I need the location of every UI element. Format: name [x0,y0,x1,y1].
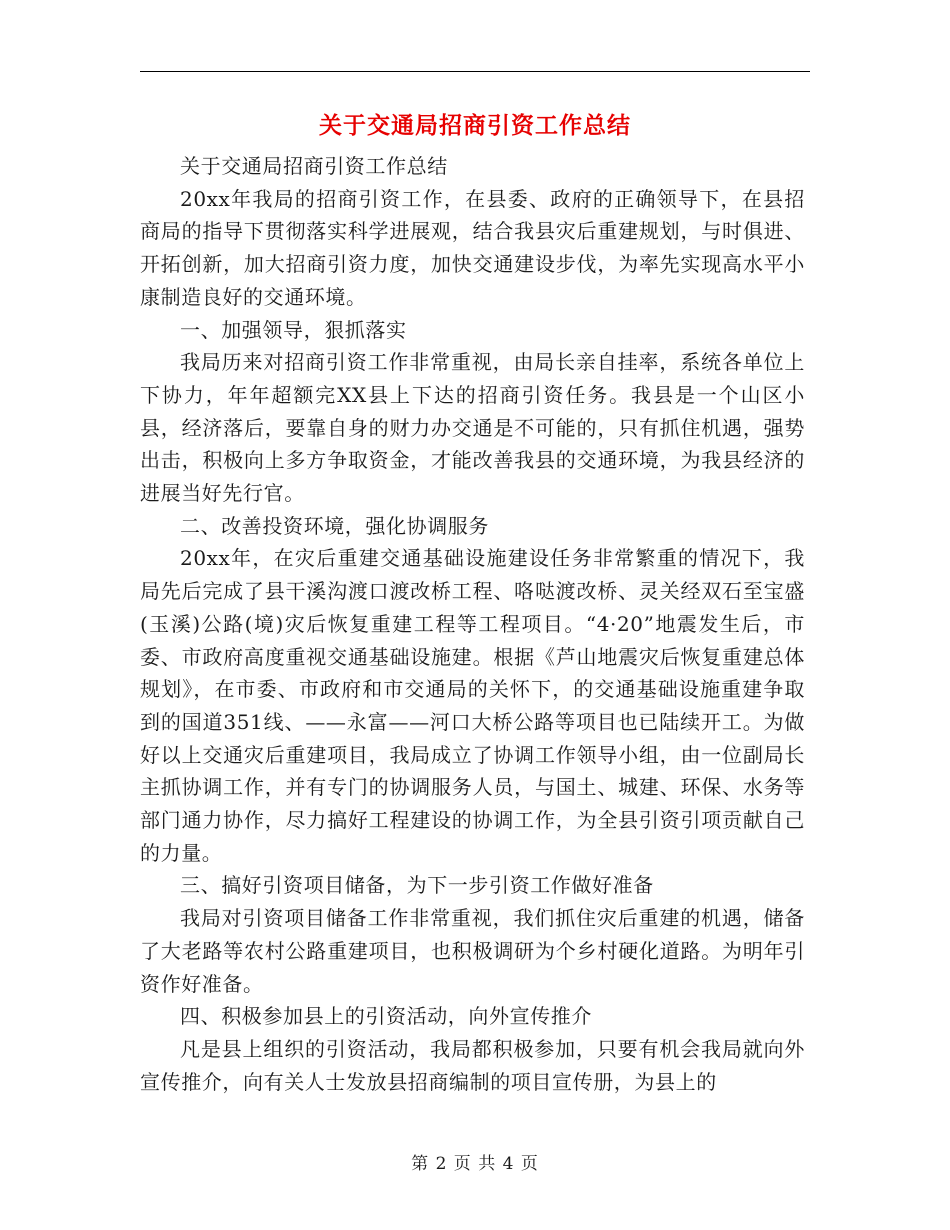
paragraph-section-4: 凡是县上组织的引资活动，我局都积极参加，只要有机会我局就向外宣传推介，向有关人士发放县招商编制的项目宣传册，为县上的 [140,1036,805,1094]
paragraph-section-3: 我局对引资项目储备工作非常重视，我们抓住灾后重建的机遇，储备了大老路等农村公路重建项目，也积极调研为个乡村硬化道路。为明年引资作好准备。 [140,906,805,996]
section-heading-1: 一、加强领导，狠抓落实 [180,317,407,342]
section-heading-2: 二、改善投资环境，强化协调服务 [180,513,489,538]
paragraph-section-1: 我局历来对招商引资工作非常重视，由局长亲自挂率，系统各单位上下协力，年年超额完XX县上下达的招商引资任务。我县是一个山区小县，经济落后，要靠自身的财力办交通是不可能的，只有抓住机遇，强势出击，积极向上多方争取资金，才能改善我县的交通环境，为我县经济的进展当好先行官。 [140,350,805,506]
page-number-footer: 第 2 页 共 4 页 [411,1154,539,1174]
paragraph-subtitle: 关于交通局招商引资工作总结 [180,154,448,178]
paragraph-section-2: 20xx年，在灾后重建交通基础设施建设任务非常繁重的情况下，我局先后完成了县干溪沟渡口渡改桥工程、咯哒渡改桥、灵关经双石至宝盛(玉溪)公路(境)灾后恢复重建工程等工程项目。“4·20”地震发生后，市委、市政府高度重视交通基础设施建。根据《芦山地震灾后恢复重建总体规划》，在市委、市政府和市交通局的关怀下，的交通基础设施重建争取到的国道351线、——永富——河口大桥公路等项目也已陆续开工。为做好以上交通灾后重建项目，我局成立了协调工作领导小组，由一位副局长主抓协调工作，并有专门的协调服务人员，与国土、城建、环保、水务等部门通力协作，尽力搞好工程建设的协调工作，为全县引资引项贡献自己的力量。 [140,546,805,865]
header-rule [140,71,810,72]
section-heading-4: 四、积极参加县上的引资活动，向外宣传推介 [180,1004,592,1029]
document-title: 关于交通局招商引资工作总结 [319,112,631,139]
paragraph-intro: 20xx年我局的招商引资工作，在县委、政府的正确领导下，在县招商局的指导下贯彻落实科学进展观，结合我县灾后重建规划，与时俱进、开拓创新，加大招商引资力度，加快交通建设步伐，为率先实现高水平小康制造良好的交通环境。 [140,186,805,309]
document-body [140,150,805,1098]
section-heading-3: 三、搞好引资项目储备，为下一步引资工作做好准备 [180,873,654,898]
